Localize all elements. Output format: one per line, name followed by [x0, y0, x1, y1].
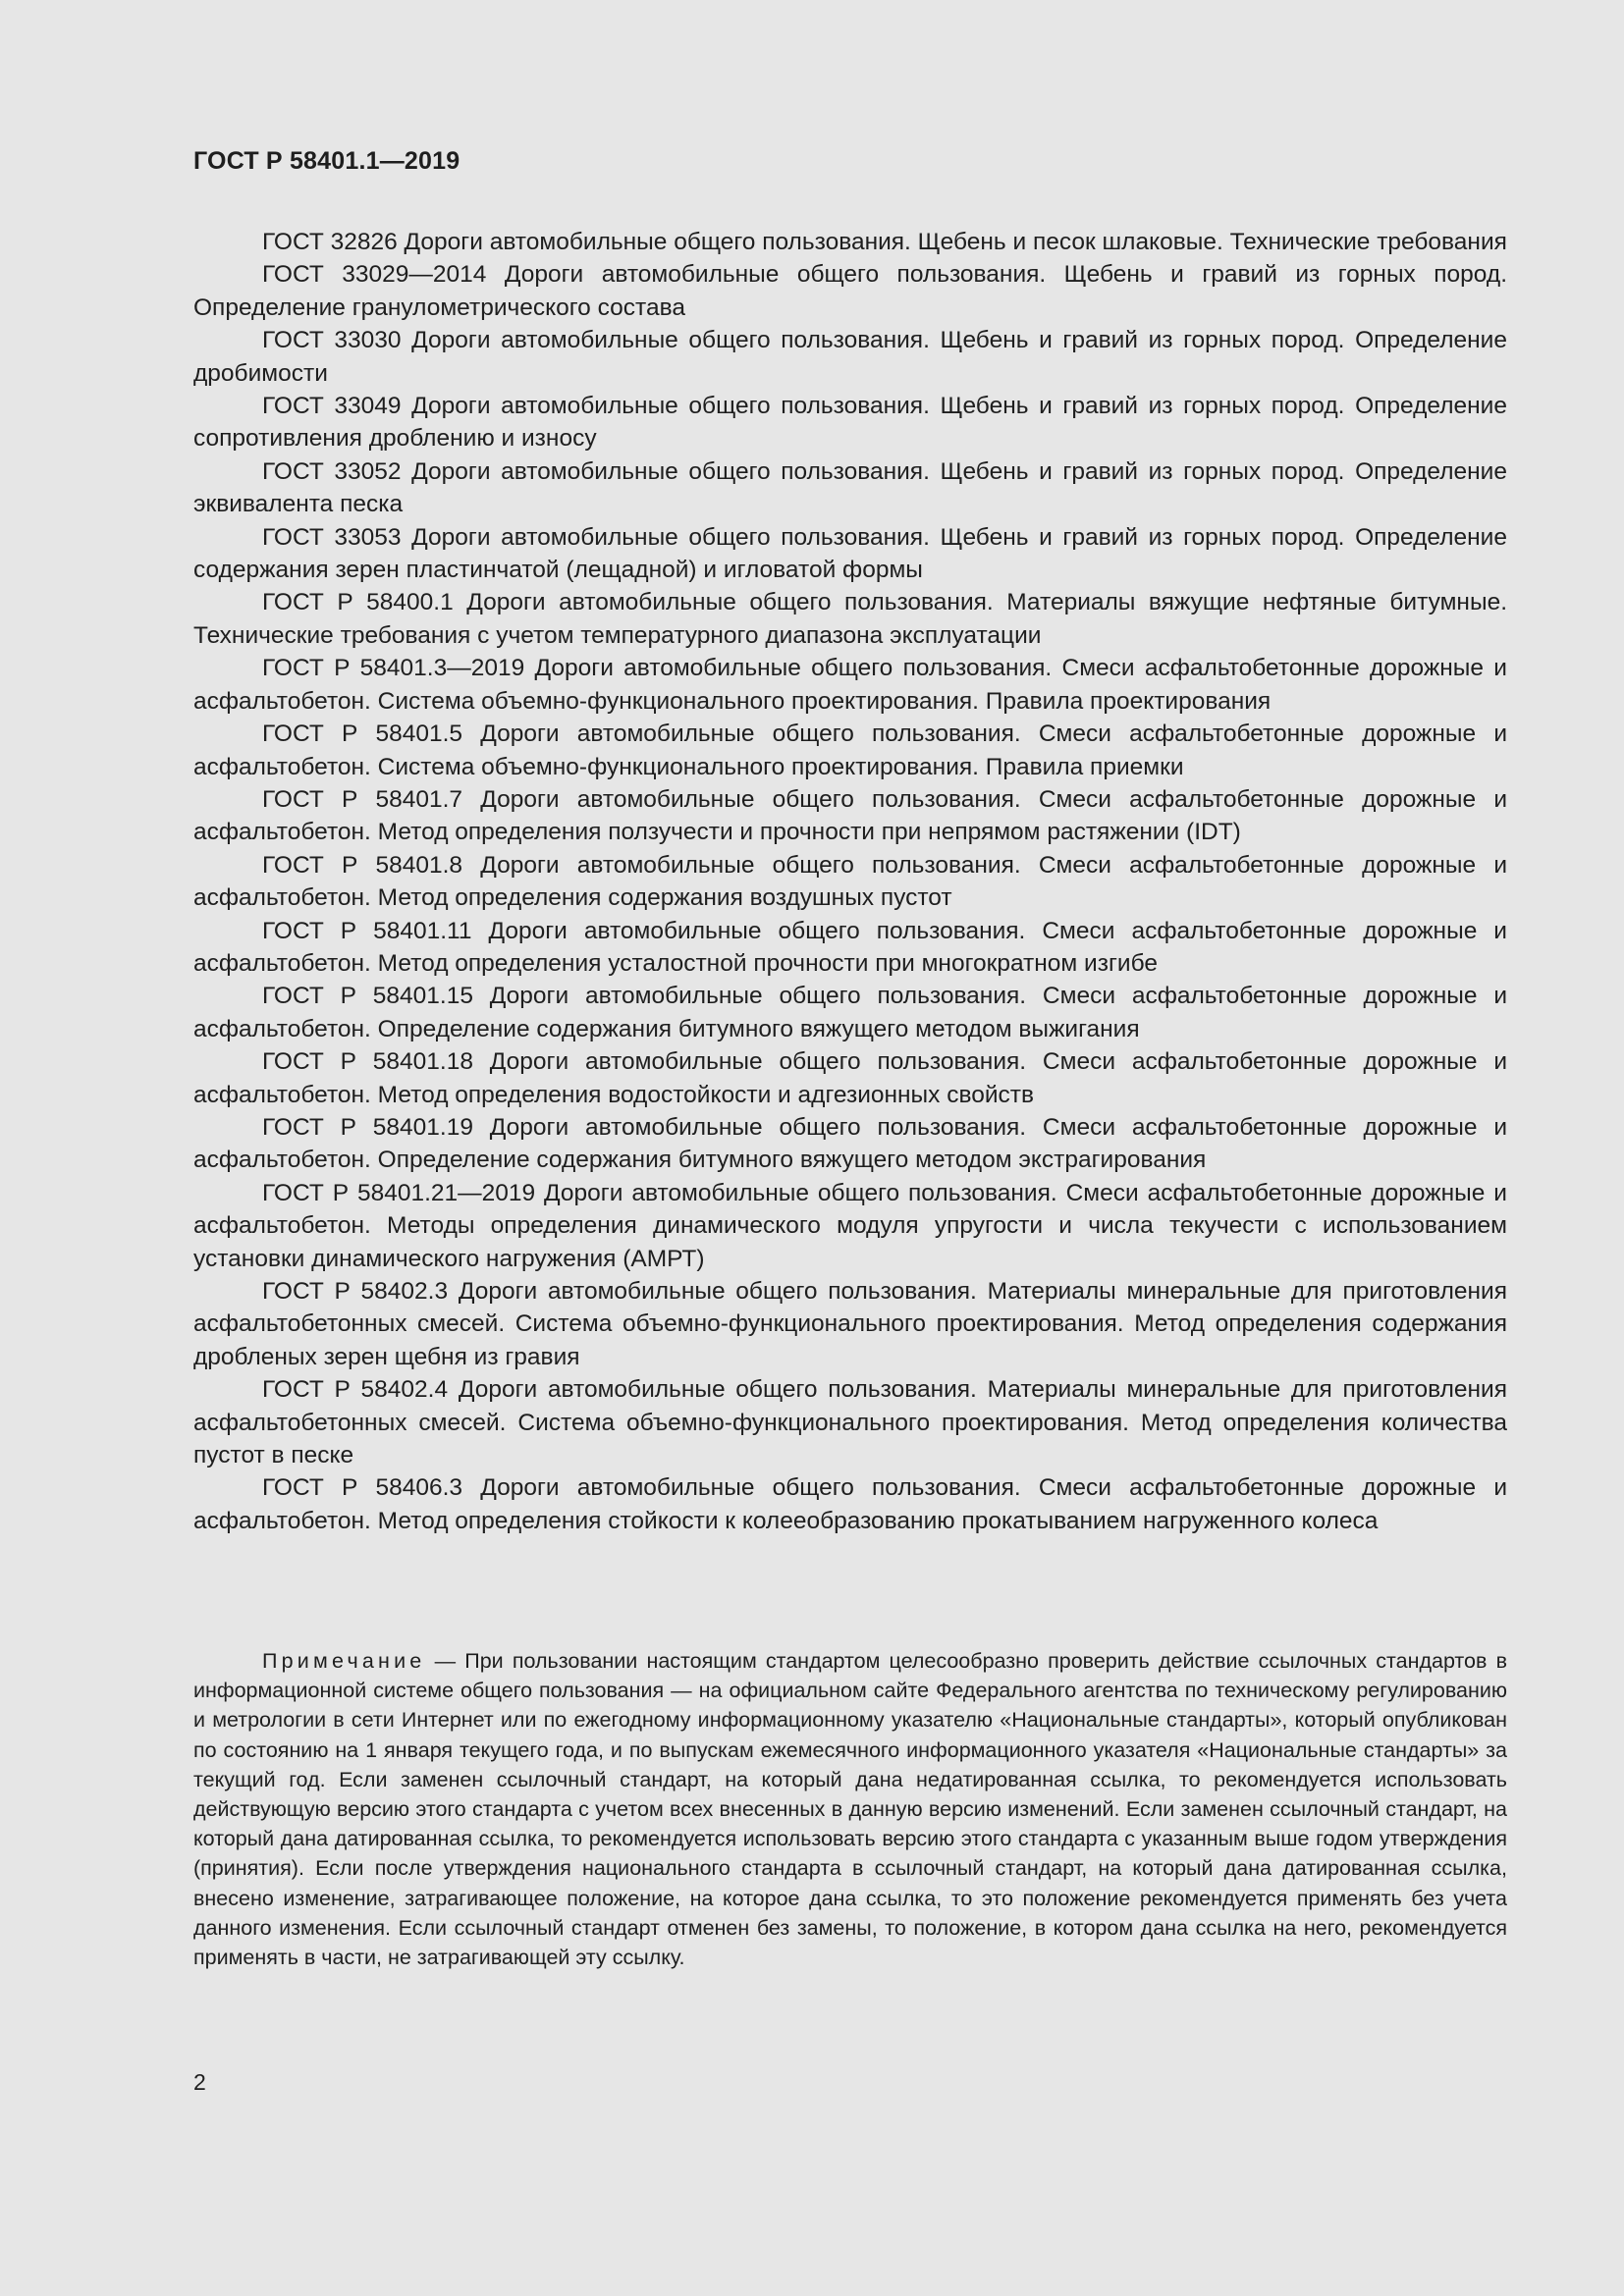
reference-item: ГОСТ 33052 Дороги автомобильные общего пользования. Щебень и гравий из горных пород. Определение эквивалента песка	[193, 457, 1507, 518]
reference-item: ГОСТ 33053 Дороги автомобильные общего пользования. Щебень и гравий из горных пород. Определение содержания зерен пластинчатой (лещадной) и игловатой формы	[193, 523, 1507, 584]
reference-item: ГОСТ Р 58401.5 Дороги автомобильные общего пользования. Смеси асфальтобетонные дорожные и асфальтобетон. Система объемно-функционального проектирования. Правила приемки	[193, 721, 1507, 780]
reference-item: ГОСТ 33029—2014 Дороги автомобильные общего пользования. Щебень и гравий из горных пород. Определение гранулометрического состава	[193, 261, 1507, 321]
document-page	[193, 0, 1507, 2296]
note-label: Примечание	[262, 1649, 426, 1673]
reference-item: ГОСТ Р 58401.19 Дороги автомобильные общего пользования. Смеси асфальтобетонные дорожные и асфальтобетон. Определение содержания битумного вяжущего методом экстрагирования	[193, 1113, 1507, 1174]
reference-item: ГОСТ Р 58401.15 Дороги автомобильные общего пользования. Смеси асфальтобетонные дорожные и асфальтобетон. Определение содержания битумного вяжущего методом выжигания	[193, 983, 1507, 1042]
reference-item: ГОСТ Р 58401.21—2019 Дороги автомобильные общего пользования. Смеси асфальтобетонные дорожные и асфальтобетон. Методы определения динамического модуля упругости и числа текучести с использованием установки динамического нагружения (АМРТ)	[193, 1179, 1507, 1272]
note-text: — При пользовании настоящим стандартом целесообразно проверить действие ссылочных стандартов в информационной системе общего пользования — на официальном сайте Федерального агентства по техническому регулированию и метрологии в сети Интернет или по ежегодному информационному указателю «Национальные стандарты», который опубликован по состоянию на 1 января текущего года, и по выпускам ежемесячного информационного указателя «Национальные стандарты» за текущий год. Если заменен ссылочный стандарт, на который дана недатированная ссылка, то рекомендуется использовать действующую версию этого стандарта с учетом всех внесенных в данную версию изменений. Если заменен ссылочный стандарт, на который дана датированная ссылка, то рекомендуется использовать версию этого стандарта с указанным выше годом утверждения (принятия). Если после утверждения национального стандарта в ссылочный стандарт, на который дана датированная ссылка, внесено изменение, затрагивающее положение, на которое дана ссылка, то это положение рекомендуется применять без учета данного изменения. Если ссылочный стандарт отменен без замены, то положение, в котором дана ссылка на него, рекомендуется применять в части, не затрагивающей эту ссылку.	[193, 1649, 1507, 1970]
reference-item: ГОСТ Р 58401.3—2019 Дороги автомобильные общего пользования. Смеси асфальтобетонные дорожные и асфальтобетон. Система объемно-функционального проектирования. Правила проектирования	[193, 655, 1507, 715]
reference-item: ГОСТ Р 58401.18 Дороги автомобильные общего пользования. Смеси асфальтобетонные дорожные и асфальтобетон. Метод определения водостойкости и адгезионных свойств	[193, 1048, 1507, 1108]
reference-item: ГОСТ Р 58402.3 Дороги автомобильные общего пользования. Материалы минеральные для приготовления асфальтобетонных смесей. Система объемно-функционального проектирования. Метод определения содержания дробленых зерен щебня из гравия	[193, 1278, 1507, 1370]
note-paragraph	[193, 1646, 1507, 1972]
reference-item: ГОСТ Р 58401.11 Дороги автомобильные общего пользования. Смеси асфальтобетонные дорожные и асфальтобетон. Метод определения усталостной прочности при многократном изгибе	[193, 917, 1507, 977]
document-code-header: ГОСТ Р 58401.1—2019	[193, 147, 460, 175]
reference-item: ГОСТ 32826 Дороги автомобильные общего пользования. Щебень и песок шлаковые. Технические требования	[262, 229, 1507, 255]
normative-references-list	[193, 226, 1507, 1537]
reference-item: ГОСТ Р 58401.7 Дороги автомобильные общего пользования. Смеси асфальтобетонные дорожные и асфальтобетон. Метод определения ползучести и прочности при непрямом растяжении (IDT)	[193, 785, 1507, 846]
reference-item: ГОСТ 33030 Дороги автомобильные общего пользования. Щебень и гравий из горных пород. Определение дробимости	[193, 327, 1507, 387]
reference-item: ГОСТ Р 58400.1 Дороги автомобильные общего пользования. Материалы вяжущие нефтяные битумные. Технические требования с учетом температурного диапазона эксплуатации	[193, 589, 1507, 649]
reference-item: ГОСТ Р 58406.3 Дороги автомобильные общего пользования. Смеси асфальтобетонные дорожные и асфальтобетон. Метод определения стойкости к колееобразованию прокатыванием нагруженного колеса	[193, 1474, 1507, 1534]
page-number: 2	[193, 2069, 206, 2095]
reference-item: ГОСТ Р 58401.8 Дороги автомобильные общего пользования. Смеси асфальтобетонные дорожные и асфальтобетон. Метод определения содержания воздушных пустот	[193, 851, 1507, 912]
reference-item: ГОСТ 33049 Дороги автомобильные общего пользования. Щебень и гравий из горных пород. Определение сопротивления дроблению и износу	[193, 393, 1507, 453]
reference-item: ГОСТ Р 58402.4 Дороги автомобильные общего пользования. Материалы минеральные для приготовления асфальтобетонных смесей. Система объемно-функционального проектирования. Метод определения количества пустот в песке	[193, 1376, 1507, 1469]
